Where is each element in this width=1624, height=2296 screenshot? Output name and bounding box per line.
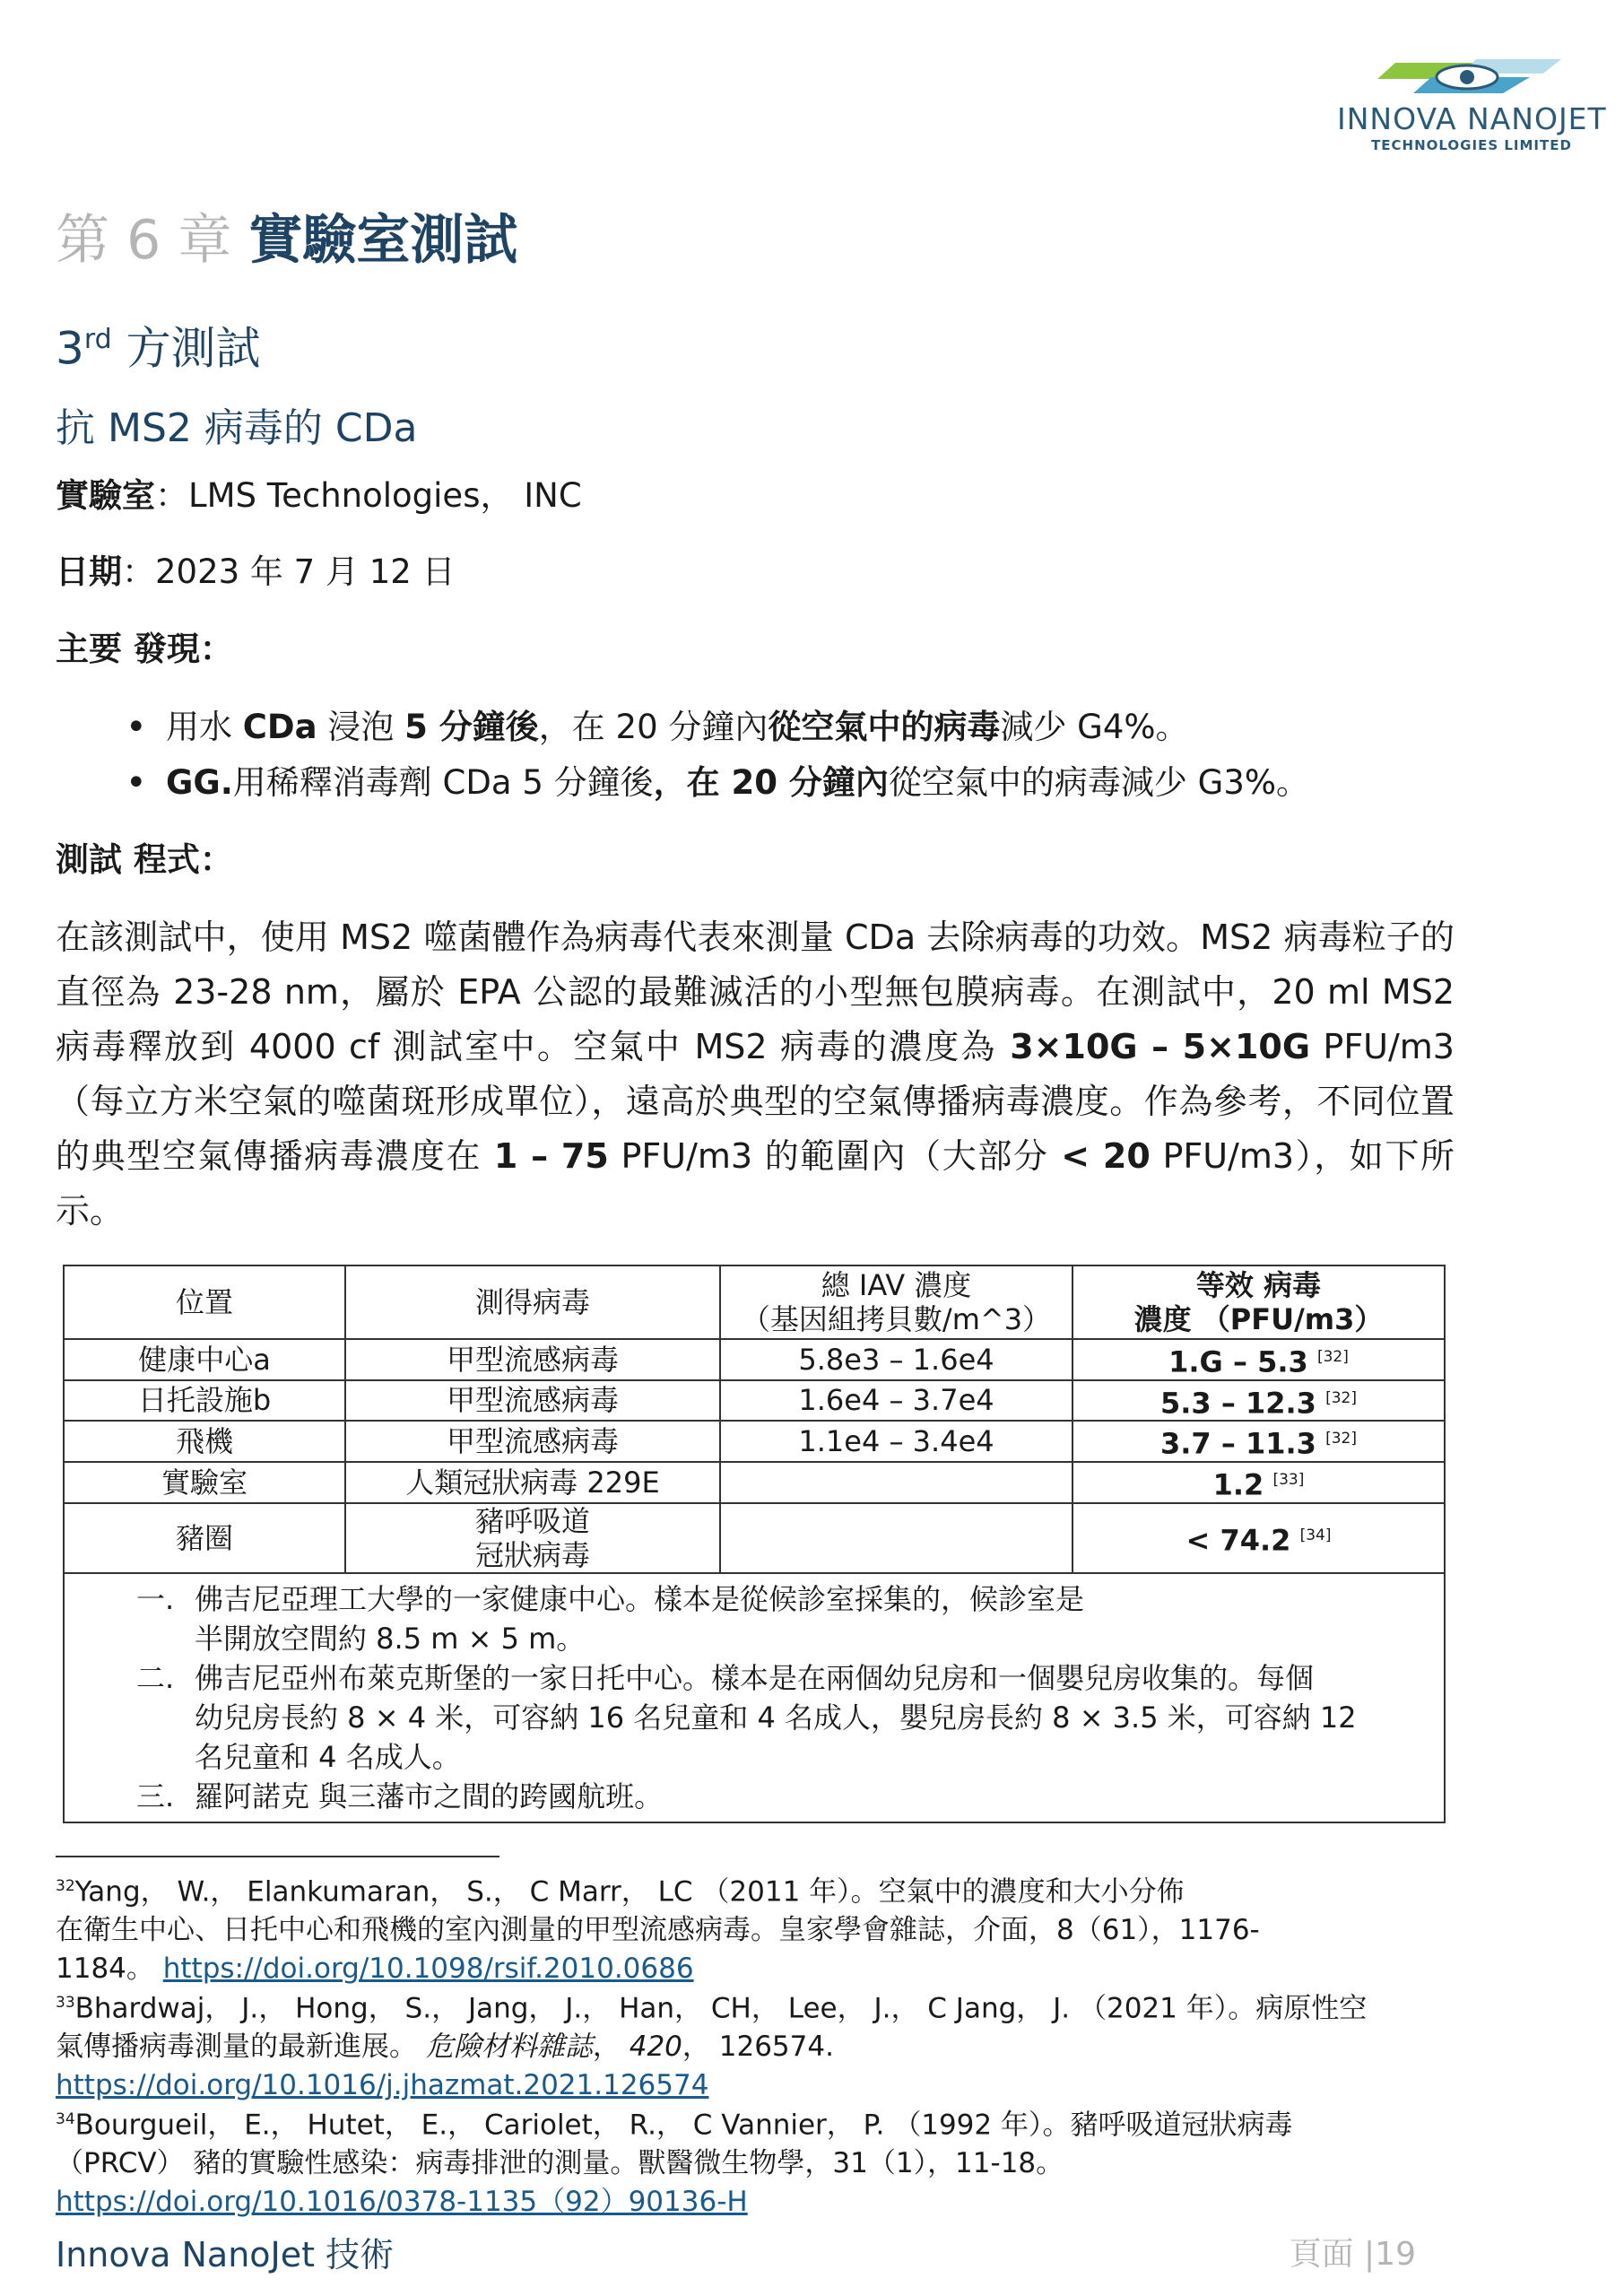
footer-company: Innova NanoJet 技術 [56,2235,395,2274]
header-iav: 總 IAV 濃度 （基因組拷貝數/m^3） [720,1265,1073,1339]
logo-company-name: INNOVA NANOJET [1337,101,1607,136]
header-equivalent: 等效 病毒 濃度 （PFU/m3） [1073,1265,1445,1339]
table-note: 二. 佛吉尼亞州布萊克斯堡的一家日托中心。樣本是在兩個幼兒房和一個嬰兒房收集的。每個 幼兒房長約 8 × 4 米，可容納 16 名兒童和 4 名成人，嬰兒房長約 8 × 3.5 米，可容納 12 名兒童和 4 名成人。 [136,1660,1357,1774]
table-note: 三. 羅阿諾克 與三藩市之間的跨國航班。 [136,1779,664,1813]
findings-heading: 主要 發現： [56,630,233,668]
header-virus: 測得病毒 [345,1265,720,1339]
procedure-heading: 測試 程式： [56,840,233,879]
findings-list [56,700,1309,811]
company-logo [1337,56,1606,163]
footnote-33: $^{33}$Bhardwaj， J.， Hong， S.， Jang， J.， Han， CH， Lee， J.， C Jang， J. （2021 年）。病原性空 氣傳播病毒測量的最新進展。 危險材料雜誌， 420， 126574. https://doi.org/10.1016/j.jhazmat.2021.126574 [56,1992,1368,2102]
table-row: 健康中心a 甲型流感病毒 5.8e3 – 1.6e4 1.G – 5.3 [32] [64,1339,1445,1380]
table-row: 豬圈 豬呼吸道 冠狀病毒 < 74.2 [34] [64,1503,1445,1573]
footnote-34-link[interactable]: https://doi.org/10.1016/0378-1135（92）90136-H [56,2186,748,2219]
footnote-32-link[interactable]: https://doi.org/10.1098/rsif.2010.0686 [162,1952,694,1986]
footnote-34: $^{34}$Bourgueil， E.， Hutet， E.， Cariolet， R.， C Vannier， P. （1992 年）。豬呼吸道冠狀病毒 （PRCV） 豬的實驗性感染：病毒排泄的測量。獸醫微生物學，31（1），11-18。 https://doi.org/10.1016/0378-1135（92）90136-H [56,2109,1293,2219]
table-row: 飛機 甲型流感病毒 1.1e4 – 3.4e4 3.7 – 11.3 [32] [64,1421,1445,1462]
logo-company-subtitle: TECHNOLOGIES LIMITED [1371,137,1572,153]
list-item: • 用水 CDa 浸泡 5 分鐘後，在 20 分鐘內從空氣中的病毒減少 G4%。 [56,700,1309,755]
subsection-title: 抗 MS2 病毒的 CDa [56,405,418,451]
eye-logo-icon [1377,56,1566,100]
footnote-32: $^{32}$Yang， W.， Elankumaran， S.， C Marr， LC （2011 年）。空氣中的濃度和大小分佈 在衛生中心、日托中心和飛機的室內測量的甲型流感病毒。皇家學會雜誌，介面，8（61），1176- 1184。 https://doi.org/10.1098/rsif.2010.0686 [56,1875,1260,1986]
list-item: • GG.用稀釋消毒劑 CDa 5 分鐘後，在 20 分鐘內從空氣中的病毒減少 G3%。 [56,755,1309,811]
chapter-title [56,204,517,276]
table-row: 日托設施b 甲型流感病毒 1.6e4 – 3.7e4 5.3 – 12.3 [32] [64,1380,1445,1422]
chapter-name: 實驗室測試 [248,209,518,272]
table-row: 實驗室 人類冠狀病毒 229E 1.2 [33] [64,1462,1445,1503]
chapter-label: 第 6 章 [56,209,232,272]
header-location: 位置 [64,1265,345,1339]
footnote-divider [56,1856,499,1857]
virus-concentration-table [63,1265,1446,1823]
date-line: 日期：2023 年 7 月 12 日 [56,552,456,591]
footnote-33-link[interactable]: https://doi.org/10.1016/j.jhazmat.2021.126574 [56,2069,709,2102]
table-notes-row [64,1573,1445,1822]
table-note: 一. 佛吉尼亞理工大學的一家健康中心。樣本是從候診室採集的，候診室是 半開放空間約 8.5 m × 5 m。 [136,1581,1085,1656]
lab-line: 實驗室：LMS Technologies， INC [56,476,582,515]
page-number: 頁面 |19 [1289,2236,1416,2273]
procedure-paragraph: 在該測試中，使用 MS2 噬菌體作為病毒代表來測量 CDa 去除病毒的功效。MS2 病毒粒子的直徑為 23-28 nm，屬於 EPA 公認的最難滅活的小型無包膜病毒。在測試中，20 ml MS2 病毒釋放到 4000 cf 測試室中。空氣中 MS2 病毒的濃度為 3×10G – 5×10G PFU/m3（每立方米空氣的噬菌斑形成單位），遠高於典型的空氣傳播病毒濃度。作為參考，不同位置的典型空氣傳播病毒濃度在 1 – 75 PFU/m3 的範圍內（大部分 < 20 PFU/m3），如下所示。 [56,918,1455,1231]
table-header-row [64,1265,1445,1339]
section-title: 3rd 方測試 [56,322,261,375]
